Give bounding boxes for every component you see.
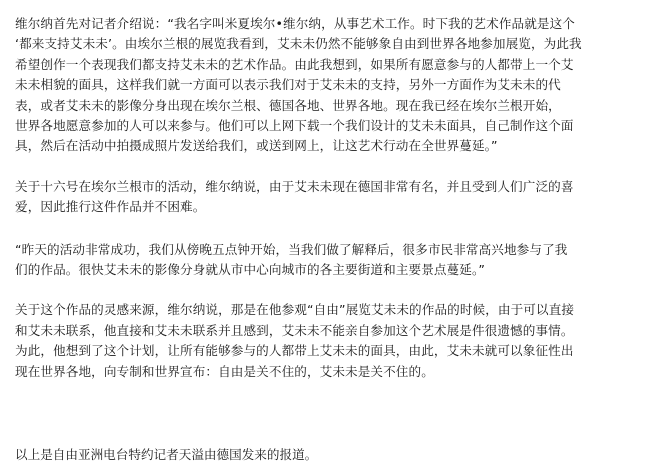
- text-line: 维尔纳首先对记者介绍说：“我名字叫米夏埃尔•维尔纳，从事艺术工作。时下我的艺术作品就是这个: [15, 16, 575, 31]
- text-line: 具，然后在活动中拍摄成照片发送给我们，或送到网上，让这艺术行动在全世界蔓延。”: [15, 138, 498, 154]
- paragraph-inspiration: [15, 300, 635, 382]
- paragraph-event-success-quote: [15, 240, 635, 281]
- text-line: “昨天的活动非常成功，我们从傍晚五点钟开始，当我们做了解释后，很多市民非常高兴地参与了我: [15, 241, 568, 257]
- paragraph-werner-intro: [15, 14, 635, 157]
- paragraph-erlangen-event: [15, 177, 635, 218]
- text-line: 世界各地愿意参加的人可以来参与。他们可以上网下载一个我们设计的艾未未面具，自己制作这个面: [15, 118, 574, 134]
- text-line: 未未相貌的面具，这样我们就一方面可以表示我们对于艾未未的支持，另外一方面作为艾未未的代: [15, 77, 561, 93]
- article-body: [15, 14, 635, 382]
- closing-credit: 以上是自由亚洲电台特约记者天溢由德国发来的报道。: [15, 446, 318, 462]
- text-line: 爱，因此推行这件作品并不困难。: [15, 199, 206, 215]
- text-line: 们的作品。很快艾未未的影像分身就从市中心向城市的各主要街道和主要景点蔓延。”: [15, 262, 485, 278]
- text-line: 和艾未未联系，他直接和艾未未联系并且感到，艾未未不能亲自参加这个艺术展是件很遗憾的事情。: [15, 322, 574, 338]
- text-line: 希望创作一个表现我们都支持艾未未的艺术作品。由此我想到，如果所有愿意参与的人都带上一个艾: [15, 56, 574, 72]
- text-line: 关于十六号在埃尔兰根市的活动，维尔纳说，由于艾未未现在德国非常有名，并且受到人们广泛的喜: [15, 178, 574, 194]
- text-line: 现在世界各地，向专制和世界宣布：自由是关不住的，艾未未是关不住的。: [15, 363, 434, 379]
- text-line: ‘都来支持艾未未’。由埃尔兰根的展览我看到，艾未未仍然不能够象自由到世界各地参加展览，为此我: [15, 36, 582, 52]
- text-line: 关于这个作品的灵感来源，维尔纳说，那是在他参观“自由”展览艾未未的作品的时候，由于可以直接: [15, 302, 575, 318]
- text-line: 为此，他想到了这个计划，让所有能够参与的人都带上艾未未的面具，由此，艾未未就可以象征性出: [15, 343, 574, 359]
- text-line: 表，或者艾未未的影像分身出现在埃尔兰根、德国各地、世界各地。现在我已经在埃尔兰根开始，: [15, 97, 561, 113]
